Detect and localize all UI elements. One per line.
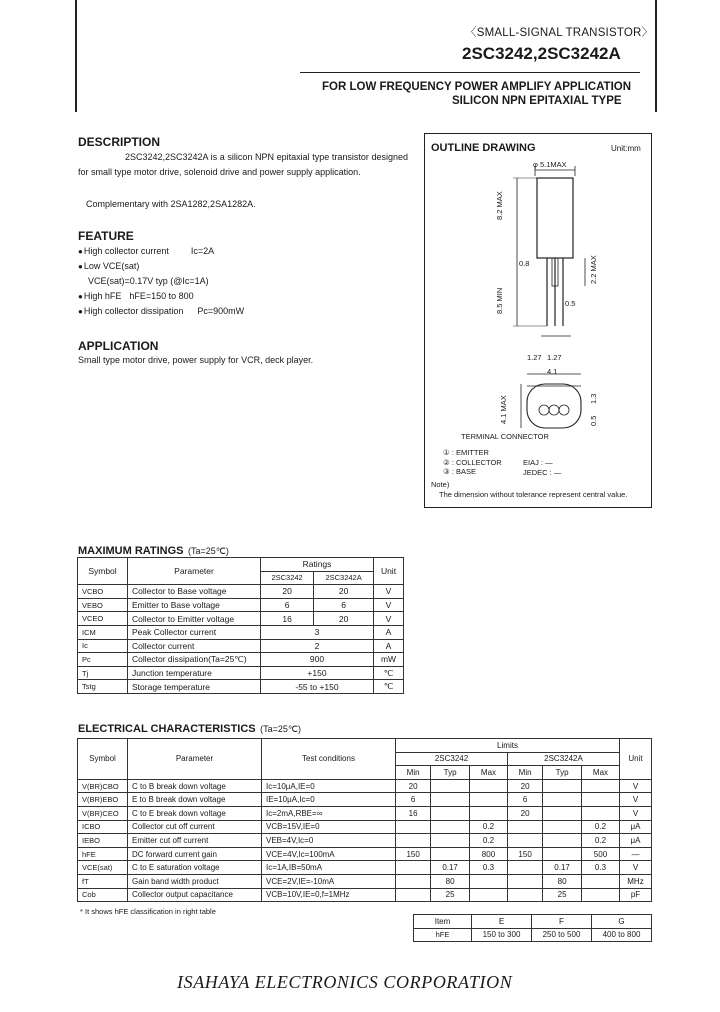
dim-pitch-1: 1.27 <box>527 353 542 362</box>
ec-a-typ <box>431 779 470 793</box>
ec-a-typ <box>431 847 470 861</box>
pin-2-circle <box>549 405 559 415</box>
ec-a-max: 0.2 <box>469 820 507 834</box>
header-divider <box>300 72 640 73</box>
application-line-2: SILICON NPN EPITAXIAL TYPE <box>452 95 622 107</box>
dim-bottom-width: 4.1 <box>547 367 558 376</box>
mr-value-common: -55 to +150 <box>261 680 374 694</box>
ec-b-min: 150 <box>507 847 542 861</box>
table-row <box>78 834 652 848</box>
mr-symbol: Tj <box>78 666 128 680</box>
ec-symbol: ICBO <box>78 820 128 834</box>
dim-right-max: 2.2 MAX <box>589 255 598 284</box>
ec-a-min <box>396 874 431 888</box>
standard-eiaj: EIAJ : — <box>523 458 553 467</box>
electrical-table <box>77 738 652 902</box>
hfe-class-range: 250 to 500 <box>532 928 592 942</box>
ec-parameter: Collector output capacitance <box>128 888 262 902</box>
mr-unit: V <box>374 585 404 599</box>
ec-a-max <box>469 779 507 793</box>
mr-unit: ℃ <box>374 680 404 694</box>
mr-value-a: 16 <box>261 612 314 626</box>
ec-header-max: Max <box>581 766 619 780</box>
ec-unit: V <box>620 806 652 820</box>
max-ratings-heading: MAXIMUM RATINGS (Ta=25℃) <box>78 545 229 557</box>
ec-a-typ: 25 <box>431 888 470 902</box>
terminal-item: ① : EMITTER <box>443 448 489 457</box>
ec-a-typ <box>431 793 470 807</box>
mr-header-ratings: Ratings <box>261 558 374 572</box>
table-row <box>414 928 652 942</box>
ec-test: VCE=4V,Ic=100mA <box>262 847 396 861</box>
table-row <box>78 793 652 807</box>
ec-b-max <box>581 779 619 793</box>
ec-header-limits: Limits <box>396 739 620 753</box>
unit-label: Unit:mm <box>611 144 641 153</box>
pin-3-circle <box>559 405 569 415</box>
ec-a-typ <box>431 834 470 848</box>
dim-body-height: 8.2 MAX <box>495 191 504 220</box>
mr-header-part-b: 2SC3242A <box>314 571 374 585</box>
ec-header-test: Test conditions <box>262 739 396 780</box>
note-label: Note) <box>431 480 450 489</box>
ec-b-typ <box>543 793 582 807</box>
ec-b-max <box>581 806 619 820</box>
ec-b-typ <box>543 820 582 834</box>
ec-a-max <box>469 874 507 888</box>
feature-heading: FEATURE <box>78 229 134 243</box>
mr-value-a: 6 <box>261 598 314 612</box>
ec-test: VEB=4V,Ic=0 <box>262 834 396 848</box>
ec-test: Ic=10μA,IE=0 <box>262 779 396 793</box>
table-row <box>78 888 652 902</box>
ec-a-typ <box>431 820 470 834</box>
ec-symbol: VCE(sat) <box>78 861 128 875</box>
ec-test: IE=10μA,Ic=0 <box>262 793 396 807</box>
table-row <box>78 639 404 653</box>
mr-value-b: 6 <box>314 598 374 612</box>
ec-header-unit: Unit <box>620 739 652 780</box>
dim-bottom-height: 4.1 MAX <box>499 395 508 424</box>
ec-a-max <box>469 793 507 807</box>
package-outline-svg <box>425 154 651 444</box>
company-footer: ISAHAYA ELECTRONICS CORPORATION <box>177 972 513 992</box>
mr-symbol: Pc <box>78 653 128 667</box>
ec-b-typ <box>543 806 582 820</box>
ec-parameter: C to E saturation voltage <box>128 861 262 875</box>
ec-a-min <box>396 834 431 848</box>
hfe-item-label: Item <box>414 915 472 929</box>
ec-test: VCB=10V,IE=0,f=1MHz <box>262 888 396 902</box>
ec-header-min: Min <box>396 766 431 780</box>
application-text: Small type motor drive, power supply for VCR, deck player. <box>78 355 314 365</box>
mr-unit: V <box>374 598 404 612</box>
ec-b-typ: 0.17 <box>543 861 582 875</box>
ec-a-max <box>469 806 507 820</box>
ec-b-max <box>581 874 619 888</box>
hfe-class-name: F <box>532 915 592 929</box>
description-heading: DESCRIPTION <box>78 135 161 149</box>
device-category: 〈SMALL-SIGNAL TRANSISTOR〉 <box>465 27 654 39</box>
ec-symbol: V(BR)CEO <box>78 806 128 820</box>
mr-symbol: ICM <box>78 625 128 639</box>
mr-header-unit: Unit <box>374 558 404 585</box>
dim-bottom-d1: 1.3 <box>589 393 598 404</box>
ec-b-max: 0.3 <box>581 861 619 875</box>
table-row <box>78 680 404 694</box>
hfe-footnote: * It shows hFE classification in right table <box>80 907 216 916</box>
feature-item: ● High hFE hFE=150 to 800 <box>78 289 244 304</box>
ec-header-symbol: Symbol <box>78 739 128 780</box>
ec-a-min: 16 <box>396 806 431 820</box>
ec-b-typ: 80 <box>543 874 582 888</box>
ec-unit: MHz <box>620 874 652 888</box>
right-margin-rule <box>655 0 657 112</box>
table-row <box>78 653 404 667</box>
mr-value-common: 3 <box>261 625 374 639</box>
mr-parameter: Collector to Emitter voltage <box>128 612 261 626</box>
ec-b-max: 500 <box>581 847 619 861</box>
standards-list <box>523 458 561 477</box>
ec-test: Ic=2mA,RBE=∞ <box>262 806 396 820</box>
dim-lead-width: 0.8 <box>519 259 530 268</box>
ec-b-min <box>507 888 542 902</box>
outline-drawing-box <box>424 133 652 508</box>
hfe-class-name: G <box>592 915 652 929</box>
ec-unit: — <box>620 847 652 861</box>
ec-header-max: Max <box>469 766 507 780</box>
ec-header-min: Min <box>507 766 542 780</box>
ec-header-typ: Typ <box>543 766 582 780</box>
dim-pitch-2: 1.27 <box>547 353 562 362</box>
ec-header-part-a: 2SC3242 <box>396 752 508 766</box>
ec-b-max <box>581 888 619 902</box>
ec-b-typ <box>543 779 582 793</box>
mr-parameter: Emitter to Base voltage <box>128 598 261 612</box>
ec-a-min <box>396 861 431 875</box>
mr-value-common: +150 <box>261 666 374 680</box>
feature-list <box>78 244 244 319</box>
ec-symbol: fT <box>78 874 128 888</box>
mr-parameter: Collector to Base voltage <box>128 585 261 599</box>
ec-b-max: 0.2 <box>581 820 619 834</box>
ec-b-typ <box>543 834 582 848</box>
hfe-row-label: hFE <box>414 928 472 942</box>
ec-unit: μA <box>620 820 652 834</box>
dim-lead-length: 8.5 MIN <box>495 287 504 314</box>
ec-parameter: Emitter cut off current <box>128 834 262 848</box>
table-row <box>78 820 652 834</box>
mr-value-a: 20 <box>261 585 314 599</box>
ec-parameter: E to B break down voltage <box>128 793 262 807</box>
left-margin-rule <box>75 0 77 112</box>
feature-item: VCE(sat)=0.17V typ (@Ic=1A) <box>88 276 209 286</box>
ec-b-max: 0.2 <box>581 834 619 848</box>
max-ratings-table <box>77 557 404 694</box>
ec-b-min: 20 <box>507 779 542 793</box>
ec-symbol: hFE <box>78 847 128 861</box>
application-heading: APPLICATION <box>78 339 159 353</box>
complementary-text: Complementary with 2SA1282,2SA1282A. <box>86 199 256 209</box>
table-row <box>78 666 404 680</box>
description-text: 2SC3242,2SC3242A is a silicon NPN epitaxial type transistor designed for small type motor drive, solenoid drive and power supply application. <box>78 152 408 177</box>
mr-symbol: VCBO <box>78 585 128 599</box>
ec-parameter: Gain band width product <box>128 874 262 888</box>
standard-jedec: JEDEC : — <box>523 467 562 477</box>
mr-unit: mW <box>374 653 404 667</box>
ec-a-typ: 80 <box>431 874 470 888</box>
application-line-1: FOR LOW FREQUENCY POWER AMPLIFY APPLICATION <box>322 81 632 93</box>
hfe-class-table <box>413 914 652 942</box>
mr-value-common: 900 <box>261 653 374 667</box>
ec-unit: pF <box>620 888 652 902</box>
ec-parameter: C to B break down voltage <box>128 779 262 793</box>
table-row <box>78 861 652 875</box>
feature-item: ● High collector dissipation Pc=900mW <box>78 304 244 319</box>
table-row <box>78 806 652 820</box>
table-row <box>78 779 652 793</box>
ec-a-max: 0.2 <box>469 834 507 848</box>
table-row <box>78 598 404 612</box>
table-row <box>78 874 652 888</box>
ec-unit: V <box>620 779 652 793</box>
ec-a-max <box>469 888 507 902</box>
ec-a-max: 0.3 <box>469 861 507 875</box>
ec-symbol: IEBO <box>78 834 128 848</box>
ec-unit: V <box>620 793 652 807</box>
table-row <box>78 625 404 639</box>
ec-unit: μA <box>620 834 652 848</box>
mr-unit: ℃ <box>374 666 404 680</box>
mr-parameter: Collector current <box>128 639 261 653</box>
mr-parameter: Collector dissipation(Ta=25℃) <box>128 653 261 667</box>
ec-header-part-b: 2SC3242A <box>507 752 619 766</box>
table-row <box>78 847 652 861</box>
ec-test: VCB=15V,IE=0 <box>262 820 396 834</box>
ec-b-min <box>507 834 542 848</box>
mr-parameter: Junction temperature <box>128 666 261 680</box>
ec-b-min <box>507 861 542 875</box>
mr-unit: A <box>374 625 404 639</box>
ec-b-typ <box>543 847 582 861</box>
mr-header-part-a: 2SC3242 <box>261 571 314 585</box>
dim-bottom-d2: 0.5 <box>589 415 598 426</box>
package-body <box>537 178 573 258</box>
terminal-list <box>443 448 502 477</box>
terminal-item: ② : COLLECTOR <box>443 457 502 467</box>
ec-a-min: 20 <box>396 779 431 793</box>
table-row <box>78 612 404 626</box>
dim-body-width: φ 5.1MAX <box>533 160 567 169</box>
ec-test: VCE=2V,IE=-10mA <box>262 874 396 888</box>
ec-symbol: V(BR)EBO <box>78 793 128 807</box>
mr-symbol: Ic <box>78 639 128 653</box>
ec-a-typ <box>431 806 470 820</box>
terminal-connector-title: TERMINAL CONNECTOR <box>461 432 549 441</box>
mr-header-symbol: Symbol <box>78 558 128 585</box>
hfe-class-range: 150 to 300 <box>472 928 532 942</box>
table-row <box>78 585 404 599</box>
ec-a-min: 150 <box>396 847 431 861</box>
ec-a-min <box>396 888 431 902</box>
ec-b-min <box>507 874 542 888</box>
outline-heading: OUTLINE DRAWING <box>431 142 536 154</box>
mr-value-b: 20 <box>314 585 374 599</box>
mr-symbol: VEBO <box>78 598 128 612</box>
mr-parameter: Storage temperature <box>128 680 261 694</box>
feature-item: ● High collector current Ic=2A <box>78 244 244 259</box>
ec-b-max <box>581 793 619 807</box>
bottom-view-body <box>527 384 581 428</box>
ec-header-typ: Typ <box>431 766 470 780</box>
mr-header-parameter: Parameter <box>128 558 261 585</box>
mr-symbol: Tstg <box>78 680 128 694</box>
ec-test: Ic=1A,IB=50mA <box>262 861 396 875</box>
part-numbers-title: 2SC3242,2SC3242A <box>462 44 621 63</box>
ec-symbol: V(BR)CBO <box>78 779 128 793</box>
mr-value-b: 20 <box>314 612 374 626</box>
mr-unit: A <box>374 639 404 653</box>
ec-a-typ: 0.17 <box>431 861 470 875</box>
ec-a-min: 6 <box>396 793 431 807</box>
ec-unit: V <box>620 861 652 875</box>
ec-b-min: 20 <box>507 806 542 820</box>
ec-parameter: Collector cut off current <box>128 820 262 834</box>
ec-symbol: Cob <box>78 888 128 902</box>
table-row <box>414 915 652 929</box>
ec-parameter: DC forward current gain <box>128 847 262 861</box>
terminal-item: ③ : BASE <box>443 467 477 476</box>
note-text: The dimension without tolerance represent central value. <box>439 490 628 499</box>
dim-lead-thickness: 0.5 <box>565 299 576 308</box>
ec-header-parameter: Parameter <box>128 739 262 780</box>
ec-a-min <box>396 820 431 834</box>
electrical-heading: ELECTRICAL CHARACTERISTICS (Ta=25℃) <box>78 723 301 735</box>
mr-unit: V <box>374 612 404 626</box>
mr-parameter: Peak Collector current <box>128 625 261 639</box>
ec-b-min: 6 <box>507 793 542 807</box>
mr-value-common: 2 <box>261 639 374 653</box>
pin-1-circle <box>539 405 549 415</box>
hfe-class-range: 400 to 800 <box>592 928 652 942</box>
ec-b-min <box>507 820 542 834</box>
ec-parameter: C to E break down voltage <box>128 806 262 820</box>
feature-item: ● Low VCE(sat) <box>78 259 244 274</box>
mr-symbol: VCEO <box>78 612 128 626</box>
ec-a-max: 800 <box>469 847 507 861</box>
hfe-class-name: E <box>472 915 532 929</box>
ec-b-typ: 25 <box>543 888 582 902</box>
